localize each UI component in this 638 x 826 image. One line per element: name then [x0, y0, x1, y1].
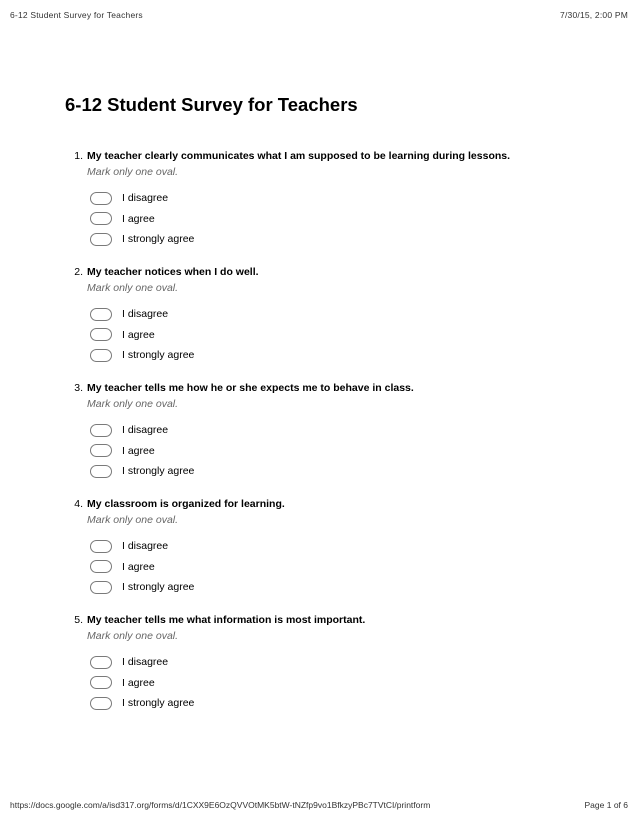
- option-i-agree[interactable]: [90, 325, 585, 346]
- option-list: [90, 420, 585, 482]
- print-header-title: 6-12 Student Survey for Teachers: [10, 10, 143, 20]
- form-title: 6-12 Student Survey for Teachers: [65, 94, 358, 115]
- question-number: 4.: [74, 498, 83, 510]
- option-label: I strongly agree: [122, 697, 195, 710]
- question-help-text: Mark only one oval.: [87, 630, 179, 642]
- question-header: [65, 380, 585, 396]
- option-label: I agree: [122, 212, 155, 225]
- question-help-text: Mark only one oval.: [87, 166, 179, 178]
- oval-radio[interactable]: [90, 697, 112, 710]
- option-label: I strongly agree: [122, 349, 195, 362]
- question-text: My classroom is organized for learning.: [87, 498, 285, 510]
- option-label: I strongly agree: [122, 233, 195, 246]
- oval-radio[interactable]: [90, 676, 112, 689]
- print-footer-url: https://docs.google.com/a/isd317.org/forms/d/1CXX9E6OzQVVOtMK5btW-tNZfp9vo1BfkzyPBc7TVtCI/printform: [10, 800, 431, 810]
- oval-radio[interactable]: [90, 349, 112, 362]
- question-2: [65, 264, 585, 366]
- question-header: [65, 612, 585, 628]
- option-i-disagree[interactable]: [90, 420, 585, 441]
- option-label: I disagree: [122, 308, 169, 321]
- option-label: I disagree: [122, 656, 169, 669]
- question-number: 2.: [74, 266, 83, 278]
- oval-radio[interactable]: [90, 212, 112, 225]
- question-text: My teacher clearly communicates what I am supposed to be learning during lessons.: [87, 150, 511, 162]
- question-help-text: Mark only one oval.: [87, 282, 179, 294]
- option-label: I agree: [122, 444, 155, 457]
- print-footer-page-number: Page 1 of 6: [584, 800, 628, 810]
- option-list: [90, 304, 585, 366]
- oval-radio[interactable]: [90, 656, 112, 669]
- question-text: My teacher tells me what information is most important.: [87, 614, 366, 626]
- question-3: [65, 380, 585, 482]
- option-label: I agree: [122, 676, 155, 689]
- question-4: [65, 496, 585, 598]
- question-help-text: Mark only one oval.: [87, 514, 179, 526]
- question-number: 1.: [74, 150, 83, 162]
- oval-radio[interactable]: [90, 444, 112, 457]
- oval-radio[interactable]: [90, 540, 112, 553]
- option-i-strongly-agree[interactable]: [90, 461, 585, 482]
- question-text: My teacher notices when I do well.: [87, 266, 259, 278]
- oval-radio[interactable]: [90, 465, 112, 478]
- option-i-strongly-agree[interactable]: [90, 229, 585, 250]
- option-label: I disagree: [122, 424, 169, 437]
- question-text: My teacher tells me how he or she expects me to behave in class.: [87, 382, 414, 394]
- option-label: I strongly agree: [122, 581, 195, 594]
- question-header: [65, 148, 585, 164]
- option-label: I strongly agree: [122, 465, 195, 478]
- option-list: [90, 536, 585, 598]
- oval-radio[interactable]: [90, 192, 112, 205]
- option-list: [90, 188, 585, 250]
- question-number: 3.: [74, 382, 83, 394]
- print-footer: [10, 800, 628, 814]
- option-i-disagree[interactable]: [90, 304, 585, 325]
- option-label: I disagree: [122, 540, 169, 553]
- option-list: [90, 652, 585, 714]
- option-i-disagree[interactable]: [90, 652, 585, 673]
- option-i-strongly-agree[interactable]: [90, 693, 585, 714]
- option-label: I agree: [122, 328, 155, 341]
- oval-radio[interactable]: [90, 424, 112, 437]
- print-header: [10, 10, 628, 24]
- option-i-agree[interactable]: [90, 673, 585, 694]
- print-header-datetime: 7/30/15, 2:00 PM: [560, 10, 628, 20]
- question-number: 5.: [74, 614, 83, 626]
- oval-radio[interactable]: [90, 560, 112, 573]
- question-5: [65, 612, 585, 714]
- oval-radio[interactable]: [90, 581, 112, 594]
- option-i-strongly-agree[interactable]: [90, 345, 585, 366]
- option-label: I agree: [122, 560, 155, 573]
- question-header: [65, 264, 585, 280]
- option-label: I disagree: [122, 192, 169, 205]
- oval-radio[interactable]: [90, 308, 112, 321]
- option-i-disagree[interactable]: [90, 188, 585, 209]
- option-i-agree[interactable]: [90, 441, 585, 462]
- option-i-agree[interactable]: [90, 209, 585, 230]
- oval-radio[interactable]: [90, 328, 112, 341]
- question-1: [65, 148, 585, 250]
- question-header: [65, 496, 585, 512]
- option-i-disagree[interactable]: [90, 536, 585, 557]
- oval-radio[interactable]: [90, 233, 112, 246]
- option-i-strongly-agree[interactable]: [90, 577, 585, 598]
- option-i-agree[interactable]: [90, 557, 585, 578]
- question-help-text: Mark only one oval.: [87, 398, 179, 410]
